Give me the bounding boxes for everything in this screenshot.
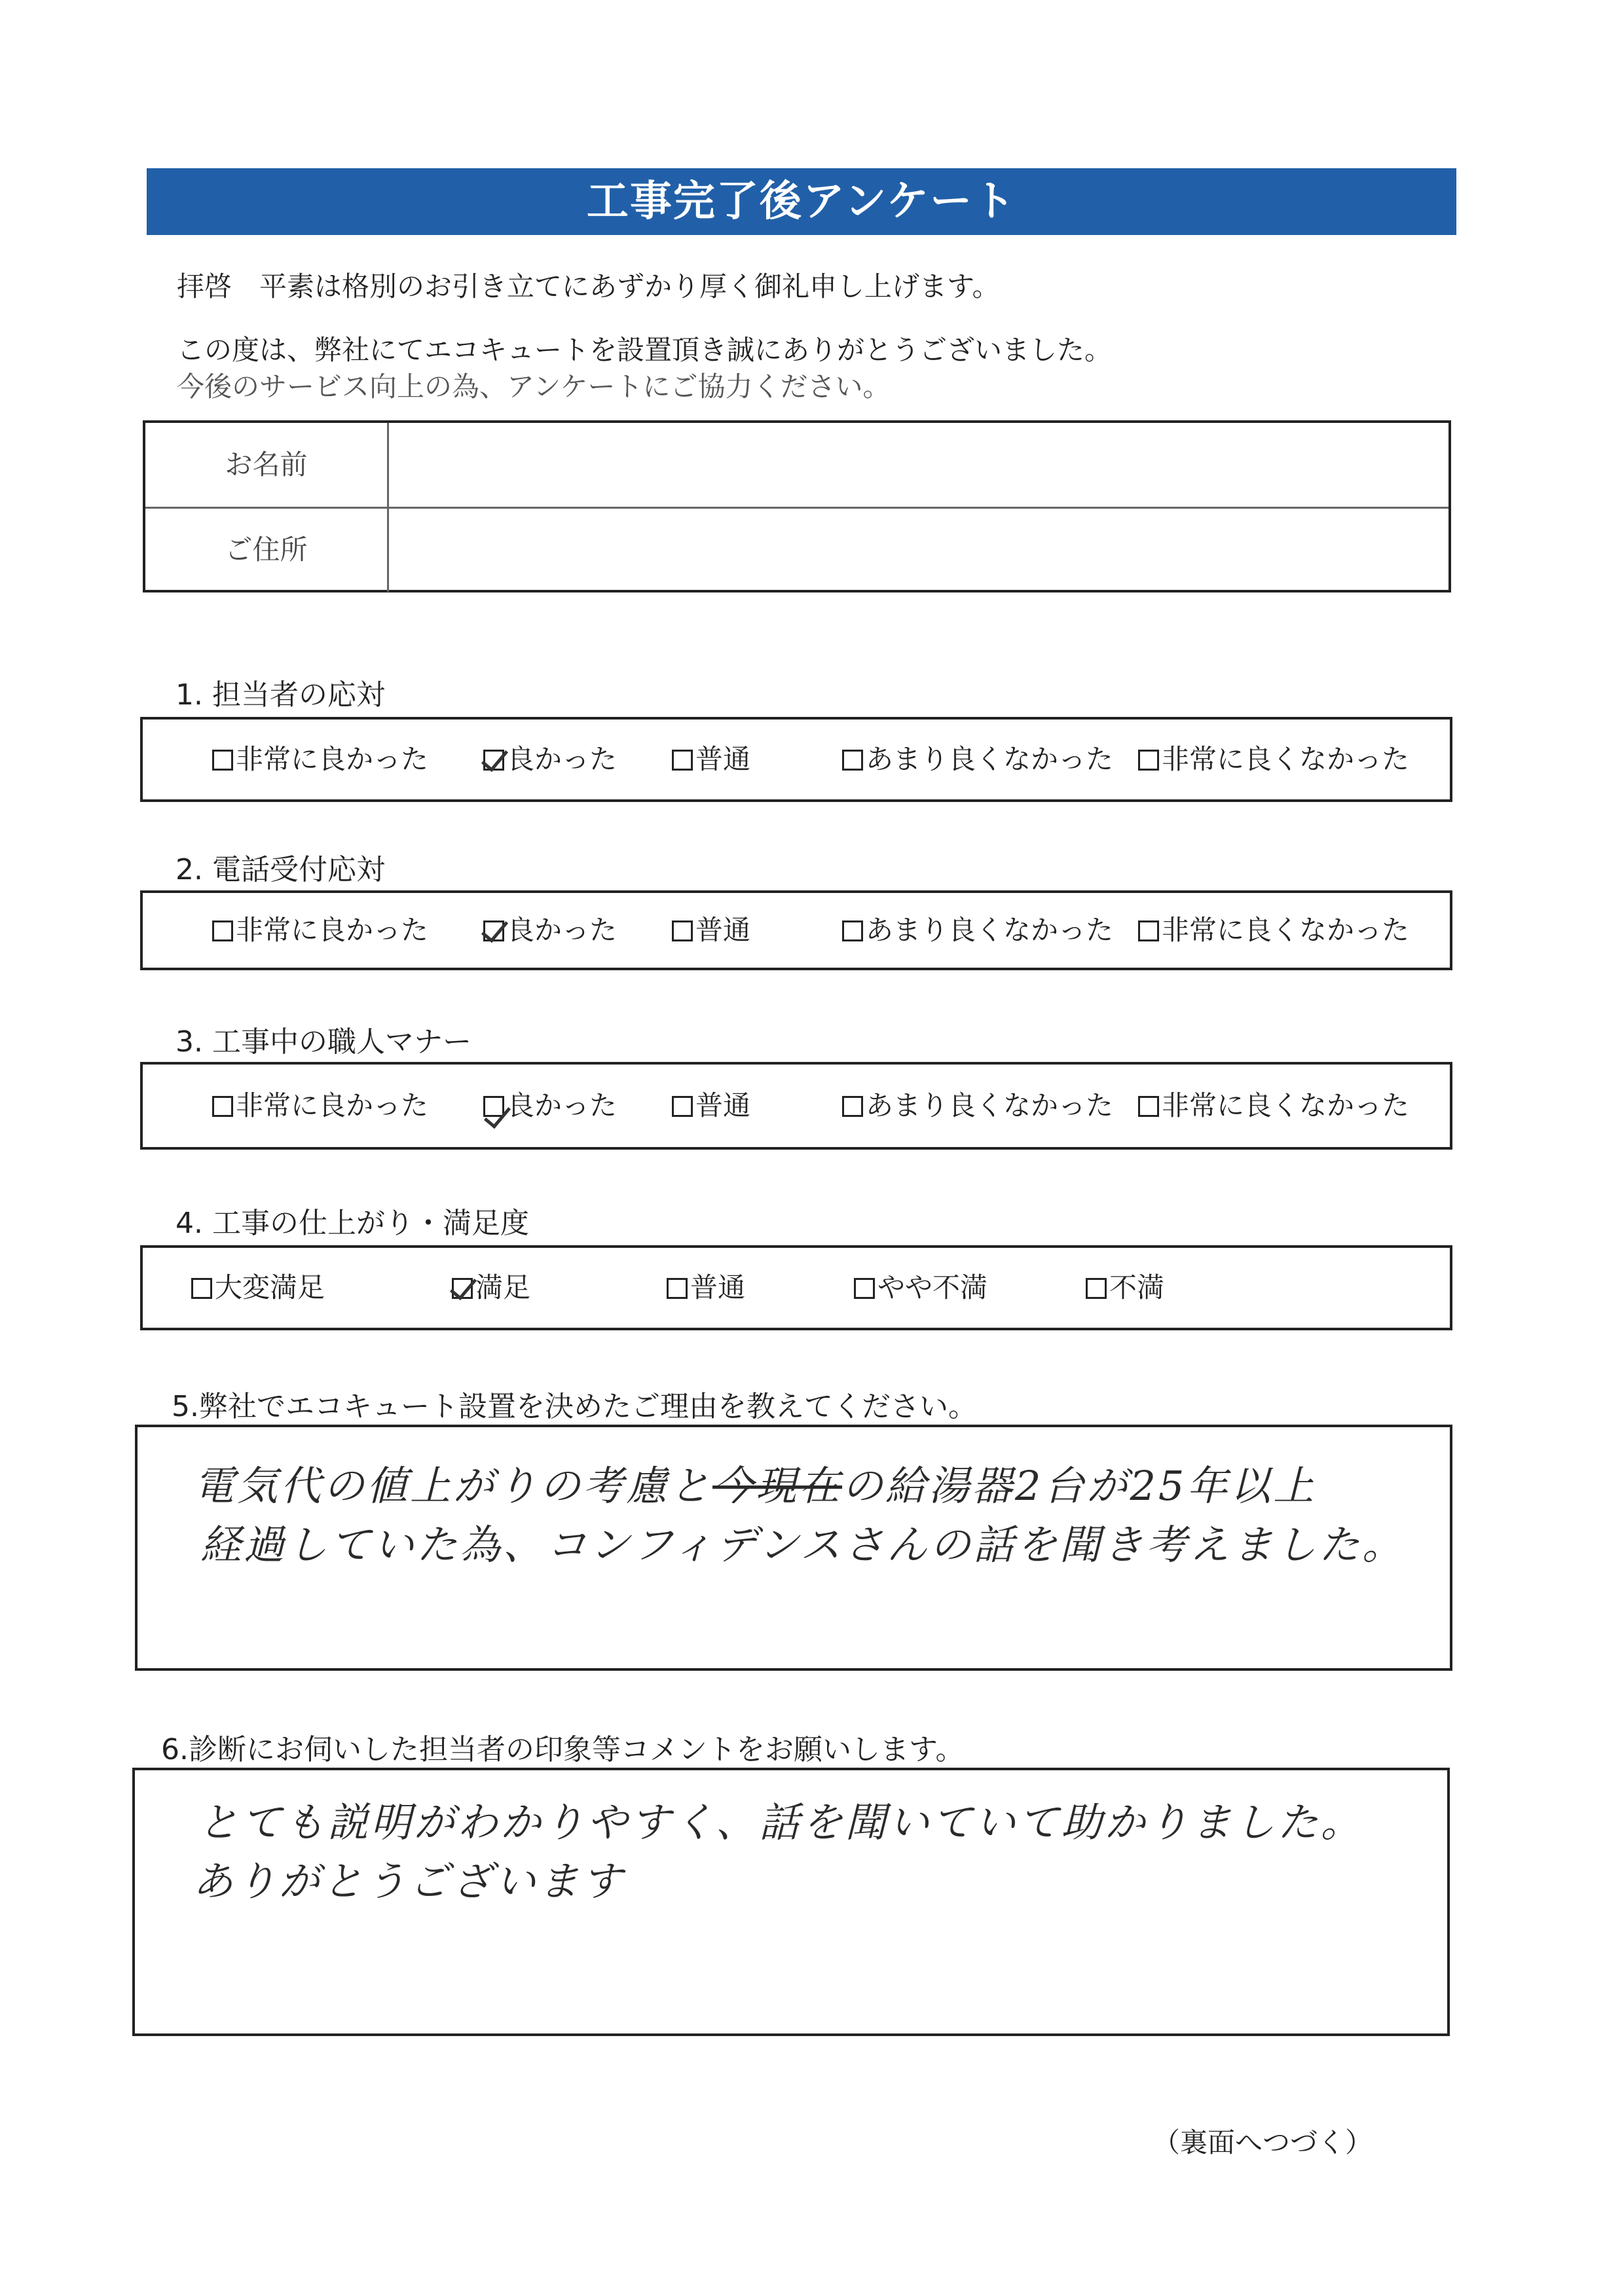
checkbox-icon[interactable]	[842, 920, 863, 941]
q3-option-very-bad[interactable]: 非常に良くなかった	[1138, 1065, 1409, 1147]
question-4-title: 4. 工事の仕上がり・満足度	[175, 1207, 529, 1240]
name-row	[145, 423, 1449, 509]
q5-answer-strikethrough: 今現在	[712, 1462, 843, 1510]
q3-option-not-good[interactable]: あまり良くなかった	[842, 1065, 1113, 1147]
checkbox-icon[interactable]	[212, 920, 233, 941]
checkbox-icon[interactable]	[842, 750, 863, 771]
q1-option-not-good[interactable]: あまり良くなかった	[842, 720, 1113, 799]
q6-answer-line-2: ありがとうございます	[193, 1857, 625, 1905]
q4-option-slightly-dissatisfied[interactable]: やや不満	[854, 1248, 987, 1328]
q4-option-very-satisfied[interactable]: 大変満足	[191, 1248, 325, 1328]
q4-option-satisfied[interactable]: 満足	[452, 1248, 530, 1328]
customer-info-table	[143, 420, 1451, 592]
question-1-title: 1. 担当者の応対	[175, 678, 385, 712]
q2-option-very-good[interactable]: 非常に良かった	[212, 893, 428, 968]
question-4-options	[140, 1245, 1452, 1330]
checkbox-icon[interactable]	[672, 920, 693, 941]
q2-option-good[interactable]: 良かった	[483, 893, 617, 968]
checkbox-icon[interactable]	[667, 1278, 688, 1299]
name-field[interactable]	[389, 423, 1449, 507]
checkmark-icon	[481, 744, 508, 772]
question-5-title: 5.弊社でエコキュート設置を決めたご理由を教えてください。	[172, 1390, 977, 1423]
question-3-options	[140, 1062, 1452, 1150]
name-label: お名前	[145, 423, 389, 507]
checkbox-icon[interactable]	[212, 750, 233, 771]
q6-answer-line-1: とても説明がわかりやすく、話を聞いていて助かりました。	[198, 1798, 1364, 1846]
q2-option-normal[interactable]: 普通	[672, 893, 750, 968]
question-2-title: 2. 電話受付応対	[175, 853, 385, 886]
intro-request: 今後のサービス向上の為、アンケートにご協力ください。	[177, 371, 891, 403]
checkbox-icon[interactable]	[1138, 1096, 1159, 1117]
question-6-title: 6.診断にお伺いした担当者の印象等コメントをお願いします。	[161, 1733, 965, 1766]
checkbox-icon[interactable]	[672, 1096, 693, 1117]
q1-option-very-bad[interactable]: 非常に良くなかった	[1138, 720, 1409, 799]
q5-answer-line-1: 電気代の値上がりの考慮と今現在の給湯器2台が25年以上	[194, 1462, 1317, 1510]
checkbox-checked-icon[interactable]	[483, 750, 504, 771]
question-5-answer-box[interactable]	[135, 1425, 1452, 1671]
checkbox-icon[interactable]	[191, 1278, 212, 1299]
intro-greeting: 拝啓 平素は格別のお引き立てにあずかり厚く御礼申し上げます。	[177, 270, 1000, 302]
q3-option-good[interactable]: 良かった	[483, 1065, 617, 1147]
question-3-title: 3. 工事中の職人マナー	[175, 1025, 471, 1059]
question-2-options	[140, 890, 1452, 970]
q1-option-normal[interactable]: 普通	[672, 720, 750, 799]
checkbox-icon[interactable]	[1086, 1278, 1107, 1299]
checkbox-checked-icon[interactable]	[483, 1096, 504, 1117]
q3-option-very-good[interactable]: 非常に良かった	[212, 1065, 428, 1147]
q1-option-good[interactable]: 良かった	[483, 720, 617, 799]
q4-option-dissatisfied[interactable]: 不満	[1086, 1248, 1164, 1328]
continued-on-back-note: （裏面へつづく）	[1153, 2126, 1373, 2159]
page-title: 工事完了後アンケート	[147, 168, 1456, 235]
q5-answer-line-2: 経過していた為、コンフィデンスさんの話を聞き考えました。	[200, 1521, 1405, 1569]
q2-option-not-good[interactable]: あまり良くなかった	[842, 893, 1113, 968]
checkbox-icon[interactable]	[1138, 750, 1159, 771]
question-1-options	[140, 717, 1452, 802]
checkmark-icon	[450, 1272, 477, 1300]
address-field[interactable]	[389, 508, 1449, 592]
address-label: ご住所	[145, 508, 389, 592]
checkbox-icon[interactable]	[854, 1278, 875, 1299]
checkbox-icon[interactable]	[1138, 920, 1159, 941]
checkmark-icon	[481, 915, 508, 943]
q1-option-very-good[interactable]: 非常に良かった	[212, 720, 428, 799]
checkbox-icon[interactable]	[212, 1096, 233, 1117]
address-row	[145, 508, 1449, 592]
question-6-answer-box[interactable]	[132, 1768, 1450, 2036]
q2-option-very-bad[interactable]: 非常に良くなかった	[1138, 893, 1409, 968]
q3-option-normal[interactable]: 普通	[672, 1065, 750, 1147]
checkbox-checked-icon[interactable]	[452, 1278, 473, 1299]
checkbox-checked-icon[interactable]	[483, 920, 504, 941]
intro-thanks: この度は、弊社にてエコキュートを設置頂き誠にありがとうございました。	[177, 334, 1113, 366]
checkbox-icon[interactable]	[672, 750, 693, 771]
checkbox-icon[interactable]	[842, 1096, 863, 1117]
q4-option-normal[interactable]: 普通	[667, 1248, 745, 1328]
